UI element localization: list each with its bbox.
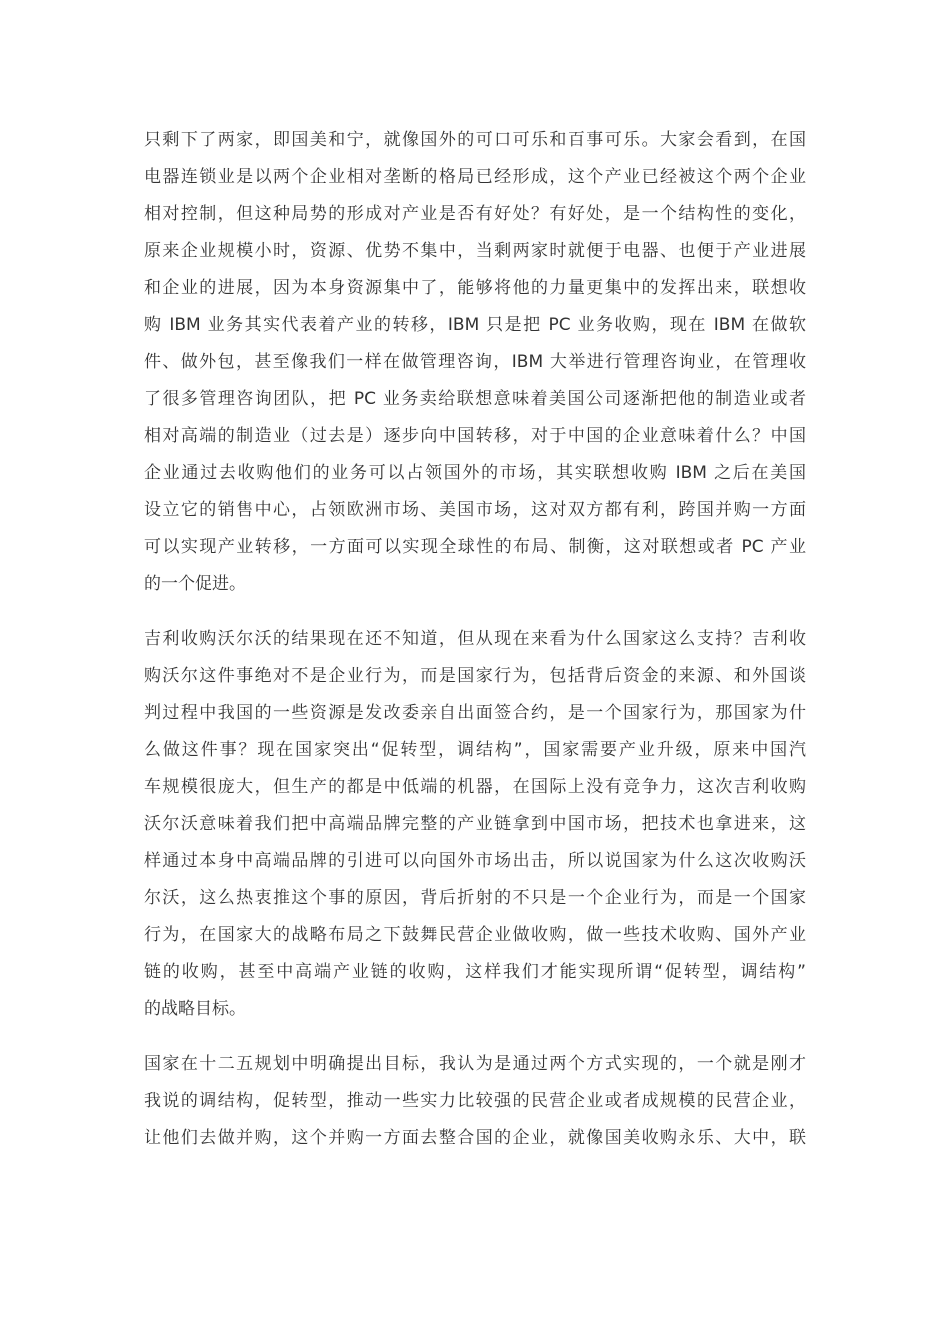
text-line: 只剩下了两家，即国美和宁，就像国外的可口可乐和百事可乐。大家会看到，在国 (144, 130, 806, 150)
text-line: 沃尔沃意味着我们把中高端品牌完整的产业链拿到中国市场，把技术也拿进来，这 (144, 814, 806, 834)
text-line: 样通过本身中高端品牌的引进可以向国外市场出击，所以说国家为什么这次收购沃 (144, 851, 806, 871)
article-body (144, 122, 806, 1175)
text-line: 的一个促进。 (144, 574, 246, 594)
paragraph-3 (144, 1046, 806, 1157)
text-line: 相对控制，但这种局势的形成对产业是否有好处？有好处，是一个结构性的变化， (144, 204, 806, 224)
paragraph-1 (144, 122, 806, 603)
text-line: 行为，在国家大的战略布局之下鼓舞民营企业做收购，做一些技术收购、国外产业 (144, 925, 806, 945)
text-line: 可以实现产业转移，一方面可以实现全球性的布局、制衡，这对联想或者 PC 产业 (144, 537, 806, 557)
text-line: 原来企业规模小时，资源、优势不集中，当剩两家时就便于电器、也便于产业进展 (144, 241, 806, 261)
text-line: 件、做外包，甚至像我们一样在做管理咨询，IBM 大举进行管理咨询业，在管理收 (144, 352, 806, 372)
text-line: 国家在十二五规划中明确提出目标，我认为是通过两个方式实现的，一个就是刚才 (144, 1054, 806, 1074)
text-line: 电器连锁业是以两个企业相对垄断的格局已经形成，这个产业已经被这个两个企业 (144, 167, 806, 187)
text-line: 车规模很庞大，但生产的都是中低端的机器，在国际上没有竞争力，这次吉利收购 (144, 777, 806, 797)
text-line: 和企业的进展，因为本身资源集中了，能够将他的力量更集中的发挥出来，联想收 (144, 278, 806, 298)
text-line: 相对高端的制造业（过去是）逐步向中国转移，对于中国的企业意味着什么？中国 (144, 426, 806, 446)
text-line: 链的收购，甚至中高端产业链的收购，这样我们才能实现所谓“促转型，调结构” (144, 962, 806, 982)
text-line: 判过程中我国的一些资源是发改委亲自出面签合约，是一个国家行为，那国家为什 (144, 703, 806, 723)
text-line: 购沃尔这件事绝对不是企业行为，而是国家行为，包括背后资金的来源、和外国谈 (144, 666, 806, 686)
text-line: 设立它的销售中心，占领欧洲市场、美国市场，这对双方都有利，跨国并购一方面 (144, 500, 806, 520)
text-line: 么做这件事？现在国家突出“促转型，调结构”，国家需要产业升级，原来中国汽 (144, 740, 806, 760)
text-line: 购 IBM 业务其实代表着产业的转移，IBM 只是把 PC 业务收购，现在 IBM 在做软 (144, 315, 806, 335)
text-line: 了很多管理咨询团队，把 PC 业务卖给联想意味着美国公司逐渐把他的制造业或者 (144, 389, 806, 409)
text-line: 吉利收购沃尔沃的结果现在还不知道，但从现在来看为什么国家这么支持？吉利收 (144, 629, 806, 649)
text-line: 尔沃，这么热衷推这个事的原因，背后折射的不只是一个企业行为，而是一个国家 (144, 888, 806, 908)
text-line: 我说的调结构，促转型，推动一些实力比较强的民营企业或者成规模的民营企业， (144, 1091, 806, 1111)
paragraph-2 (144, 621, 806, 1028)
text-line: 的战略目标。 (144, 999, 246, 1019)
text-line: 企业通过去收购他们的业务可以占领国外的市场，其实联想收购 IBM 之后在美国 (144, 463, 806, 483)
text-line: 让他们去做并购，这个并购一方面去整合国的企业，就像国美收购永乐、大中，联 (144, 1128, 806, 1148)
